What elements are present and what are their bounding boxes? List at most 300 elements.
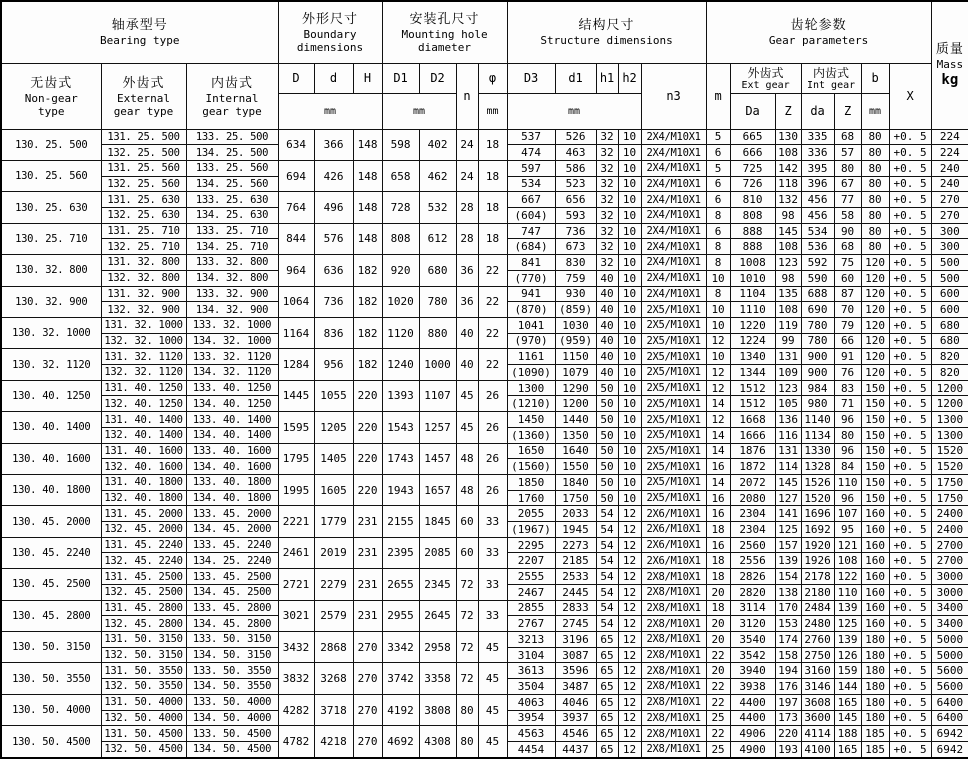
cell-h2: 12 (618, 600, 641, 616)
cell-internal-gear-model: 134. 45. 2800 (186, 616, 278, 632)
cell-external-gear-model: 132. 25. 710 (101, 239, 186, 255)
cell-internal-gear-model: 134. 25. 560 (186, 176, 278, 192)
cell-external-gear-model: 131. 32. 1000 (101, 317, 186, 333)
cell-Da: 2080 (730, 490, 775, 506)
cell-Ze: 157 (775, 537, 801, 553)
cell-D1: 2155 (382, 506, 419, 537)
table-row (1, 129, 968, 145)
header-structure-zh: 结构尺寸 (578, 18, 635, 34)
cell-d1: 2033 (555, 506, 596, 522)
cell-h1: 54 (596, 537, 618, 553)
cell-phi: 18 (478, 223, 507, 254)
cell-d1: 1200 (555, 396, 596, 412)
cell-n3: 2X5/M10X1 (641, 443, 706, 459)
header-bearing-type (1, 1, 278, 63)
cell-Ze: 131 (775, 349, 801, 365)
cell-d1: 2745 (555, 616, 596, 632)
cell-h2: 12 (618, 647, 641, 663)
cell-m: 10 (706, 317, 730, 333)
cell-da: 395 (801, 160, 834, 176)
cell-D1: 1120 (382, 317, 419, 348)
cell-mass: 820 (931, 365, 968, 381)
cell-internal-gear-model: 133. 45. 2000 (186, 506, 278, 522)
cell-Ze: 108 (775, 302, 801, 318)
cell-external-gear-model: 132. 25. 500 (101, 145, 186, 161)
cell-Da: 1340 (730, 349, 775, 365)
cell-mass: 3400 (931, 600, 968, 616)
cell-m: 25 (706, 710, 730, 726)
cell-external-gear-model: 132. 45. 2800 (101, 616, 186, 632)
cell-b: 150 (861, 459, 889, 475)
cell-da: 335 (801, 129, 834, 145)
cell-D2: 2645 (419, 600, 456, 631)
cell-X: +0. 5 (889, 522, 931, 538)
cell-bearing-model: 130. 45. 2500 (1, 569, 101, 600)
cell-external-gear-model: 132. 32. 800 (101, 270, 186, 286)
header-group-row (1, 1, 968, 63)
cell-external-gear-model: 132. 32. 1120 (101, 365, 186, 381)
cell-Da: 3114 (730, 600, 775, 616)
cell-Da: 3540 (730, 632, 775, 648)
cell-b: 160 (861, 569, 889, 585)
header-sub-row-1 (1, 63, 968, 93)
cell-b: 160 (861, 537, 889, 553)
cell-h1: 54 (596, 506, 618, 522)
cell-h1: 40 (596, 270, 618, 286)
cell-external-gear-model: 131. 25. 560 (101, 160, 186, 176)
cell-h1: 54 (596, 569, 618, 585)
cell-external-gear-model: 132. 40. 1600 (101, 459, 186, 475)
cell-h2: 10 (618, 286, 641, 302)
header-structure-en: Structure dimensions (540, 34, 673, 48)
cell-Zi: 57 (834, 145, 861, 161)
cell-internal-gear-model: 133. 25. 500 (186, 129, 278, 145)
cell-internal-gear-model: 133. 40. 1800 (186, 474, 278, 490)
header-ext-gear-sub-en: Ext gear (741, 79, 790, 91)
cell-Da: 1512 (730, 396, 775, 412)
cell-h1: 40 (596, 317, 618, 333)
cell-b: 150 (861, 474, 889, 490)
cell-n: 45 (456, 412, 478, 443)
cell-d1: 4046 (555, 694, 596, 710)
cell-Da: 666 (730, 145, 775, 161)
cell-Ze: 118 (775, 176, 801, 192)
cell-Ze: 158 (775, 647, 801, 663)
cell-Zi: 165 (834, 694, 861, 710)
cell-d1: 2185 (555, 553, 596, 569)
cell-d: 736 (314, 286, 353, 317)
table-row (1, 663, 968, 679)
cell-n: 28 (456, 192, 478, 223)
cell-d1: 1550 (555, 459, 596, 475)
cell-m: 6 (706, 145, 730, 161)
cell-n3: 2X4/M10X1 (641, 160, 706, 176)
cell-m: 14 (706, 396, 730, 412)
cell-n3: 2X8/M10X1 (641, 584, 706, 600)
cell-D3: 841 (507, 255, 555, 271)
cell-d1: 2273 (555, 537, 596, 553)
cell-D3: (1360) (507, 427, 555, 443)
cell-Ze: 114 (775, 459, 801, 475)
cell-h2: 10 (618, 208, 641, 224)
cell-n3: 2X4/M10X1 (641, 176, 706, 192)
cell-external-gear-model: 131. 50. 3550 (101, 663, 186, 679)
cell-Zi: 121 (834, 537, 861, 553)
cell-d1: 2833 (555, 600, 596, 616)
cell-Zi: 76 (834, 365, 861, 381)
table-row (1, 443, 968, 459)
cell-d1: 526 (555, 129, 596, 145)
cell-D: 1995 (278, 474, 314, 505)
cell-da: 4114 (801, 726, 834, 742)
cell-m: 14 (706, 474, 730, 490)
cell-n3: 2X5/M10X1 (641, 333, 706, 349)
cell-H: 148 (353, 129, 382, 160)
cell-external-gear-model: 131. 40. 1400 (101, 412, 186, 428)
cell-D: 964 (278, 255, 314, 286)
cell-internal-gear-model: 133. 50. 4500 (186, 726, 278, 742)
cell-D1: 4692 (382, 726, 419, 758)
cell-external-gear-model: 131. 45. 2800 (101, 600, 186, 616)
cell-m: 8 (706, 208, 730, 224)
cell-mass: 600 (931, 302, 968, 318)
cell-n: 60 (456, 506, 478, 537)
cell-Ze: 197 (775, 694, 801, 710)
cell-h2: 12 (618, 726, 641, 742)
cell-phi: 18 (478, 129, 507, 160)
cell-da: 3146 (801, 679, 834, 695)
cell-D3: (684) (507, 239, 555, 255)
cell-Ze: 98 (775, 208, 801, 224)
cell-d: 2579 (314, 600, 353, 631)
cell-d1: 2445 (555, 584, 596, 600)
header-mounting-hole (382, 1, 507, 63)
cell-mass: 5600 (931, 663, 968, 679)
cell-da: 2750 (801, 647, 834, 663)
cell-X: +0. 5 (889, 569, 931, 585)
cell-d: 3718 (314, 694, 353, 725)
cell-external-gear-model: 132. 32. 1000 (101, 333, 186, 349)
cell-mass: 1520 (931, 443, 968, 459)
header-col-D: D (278, 63, 314, 93)
cell-n3: 2X5/M10X1 (641, 380, 706, 396)
cell-m: 12 (706, 365, 730, 381)
cell-H: 270 (353, 632, 382, 663)
cell-D3: (604) (507, 208, 555, 224)
cell-b: 150 (861, 427, 889, 443)
cell-mass: 224 (931, 145, 968, 161)
table-row (1, 726, 968, 742)
header-col-da: da (801, 93, 834, 129)
cell-D: 1284 (278, 349, 314, 380)
cell-h1: 40 (596, 349, 618, 365)
cell-D3: 2767 (507, 616, 555, 632)
cell-h1: 65 (596, 741, 618, 758)
cell-da: 456 (801, 192, 834, 208)
cell-external-gear-model: 131. 25. 500 (101, 129, 186, 145)
cell-D: 2461 (278, 537, 314, 568)
cell-D3: 941 (507, 286, 555, 302)
cell-h1: 40 (596, 286, 618, 302)
header-gear-en: Gear parameters (768, 34, 869, 48)
cell-n3: 2X5/M10X1 (641, 317, 706, 333)
cell-d1: 4437 (555, 741, 596, 758)
cell-Zi: 68 (834, 129, 861, 145)
header-mass-unit: kg (941, 72, 959, 89)
cell-internal-gear-model: 134. 50. 4500 (186, 741, 278, 758)
cell-bearing-model: 130. 32. 1000 (1, 317, 101, 348)
cell-external-gear-model: 131. 45. 2240 (101, 537, 186, 553)
cell-h2: 10 (618, 239, 641, 255)
cell-h1: 32 (596, 255, 618, 271)
cell-da: 4100 (801, 741, 834, 758)
cell-Ze: 173 (775, 710, 801, 726)
cell-h1: 65 (596, 694, 618, 710)
cell-h1: 32 (596, 223, 618, 239)
cell-H: 220 (353, 474, 382, 505)
cell-n: 45 (456, 380, 478, 411)
cell-Da: 1344 (730, 365, 775, 381)
header-ext-gear-en: External gear type (113, 91, 174, 118)
cell-n3: 2X4/M10X1 (641, 129, 706, 145)
cell-Da: 1876 (730, 443, 775, 459)
header-int-gear-en: Internal gear type (202, 91, 262, 118)
cell-Da: 1104 (730, 286, 775, 302)
cell-b: 180 (861, 679, 889, 695)
cell-Da: 3542 (730, 647, 775, 663)
cell-Ze: 116 (775, 427, 801, 443)
cell-phi: 45 (478, 632, 507, 663)
cell-Da: 1224 (730, 333, 775, 349)
cell-Ze: 108 (775, 145, 801, 161)
cell-D1: 4192 (382, 694, 419, 725)
cell-m: 5 (706, 129, 730, 145)
cell-Ze: 220 (775, 726, 801, 742)
table-row (1, 474, 968, 490)
cell-b: 160 (861, 522, 889, 538)
cell-D3: 2207 (507, 553, 555, 569)
cell-h2: 12 (618, 553, 641, 569)
cell-Da: 808 (730, 208, 775, 224)
cell-Zi: 108 (834, 553, 861, 569)
cell-Zi: 110 (834, 584, 861, 600)
cell-internal-gear-model: 134. 50. 3550 (186, 679, 278, 695)
cell-n3: 2X8/M10X1 (641, 632, 706, 648)
cell-D: 1795 (278, 443, 314, 474)
cell-H: 182 (353, 349, 382, 380)
header-int-gear-sub (801, 63, 861, 93)
header-col-m: m (706, 63, 730, 129)
cell-Da: 3120 (730, 616, 775, 632)
cell-D2: 1457 (419, 443, 456, 474)
cell-D3: 3954 (507, 710, 555, 726)
cell-b: 120 (861, 317, 889, 333)
cell-m: 5 (706, 160, 730, 176)
cell-da: 1926 (801, 553, 834, 569)
cell-Zi: 80 (834, 427, 861, 443)
cell-d: 4218 (314, 726, 353, 758)
cell-Zi: 68 (834, 239, 861, 255)
cell-D3: (770) (507, 270, 555, 286)
cell-n: 72 (456, 663, 478, 694)
cell-h2: 12 (618, 506, 641, 522)
header-col-X: X (889, 63, 931, 129)
cell-external-gear-model: 132. 40. 1800 (101, 490, 186, 506)
cell-X: +0. 5 (889, 443, 931, 459)
header-mass-zh: 质量 (935, 42, 964, 58)
cell-h2: 10 (618, 333, 641, 349)
cell-X: +0. 5 (889, 726, 931, 742)
table-row (1, 569, 968, 585)
cell-b: 150 (861, 396, 889, 412)
cell-m: 14 (706, 443, 730, 459)
cell-mass: 300 (931, 223, 968, 239)
cell-Zi: 139 (834, 600, 861, 616)
cell-da: 534 (801, 223, 834, 239)
header-boundary-zh: 外形尺寸 (302, 11, 359, 27)
cell-D2: 1657 (419, 474, 456, 505)
cell-m: 12 (706, 412, 730, 428)
header-mounting-en: Mounting hole diameter (401, 27, 488, 54)
cell-b: 180 (861, 632, 889, 648)
table-row (1, 160, 968, 176)
cell-mass: 3400 (931, 616, 968, 632)
cell-H: 231 (353, 506, 382, 537)
cell-n: 80 (456, 694, 478, 725)
cell-d1: 1290 (555, 380, 596, 396)
cell-H: 148 (353, 223, 382, 254)
cell-n: 48 (456, 474, 478, 505)
cell-h2: 12 (618, 663, 641, 679)
cell-da: 2760 (801, 632, 834, 648)
cell-Da: 888 (730, 223, 775, 239)
cell-n: 72 (456, 632, 478, 663)
cell-external-gear-model: 132. 40. 1400 (101, 427, 186, 443)
cell-internal-gear-model: 133. 25. 560 (186, 160, 278, 176)
table-row (1, 694, 968, 710)
cell-Ze: 119 (775, 317, 801, 333)
cell-external-gear-model: 132. 50. 4500 (101, 741, 186, 758)
cell-d1: 586 (555, 160, 596, 176)
cell-h1: 32 (596, 145, 618, 161)
cell-h1: 54 (596, 616, 618, 632)
cell-X: +0. 5 (889, 270, 931, 286)
cell-d: 366 (314, 129, 353, 160)
cell-Ze: 108 (775, 239, 801, 255)
cell-n3: 2X5/M10X1 (641, 349, 706, 365)
cell-D2: 780 (419, 286, 456, 317)
cell-internal-gear-model: 134. 40. 1250 (186, 396, 278, 412)
cell-phi: 18 (478, 160, 507, 191)
cell-n3: 2X5/M10X1 (641, 490, 706, 506)
cell-X: +0. 5 (889, 600, 931, 616)
cell-h2: 10 (618, 255, 641, 271)
cell-m: 12 (706, 380, 730, 396)
cell-mass: 1520 (931, 459, 968, 475)
cell-n: 72 (456, 600, 478, 631)
cell-H: 182 (353, 286, 382, 317)
cell-Zi: 77 (834, 192, 861, 208)
cell-D2: 2958 (419, 632, 456, 663)
cell-internal-gear-model: 133. 45. 2800 (186, 600, 278, 616)
cell-D3: 3104 (507, 647, 555, 663)
cell-h2: 10 (618, 129, 641, 145)
cell-h1: 54 (596, 553, 618, 569)
cell-X: +0. 5 (889, 616, 931, 632)
table-row (1, 412, 968, 428)
cell-b: 180 (861, 647, 889, 663)
cell-m: 8 (706, 239, 730, 255)
cell-bearing-model: 130. 25. 560 (1, 160, 101, 191)
cell-D: 844 (278, 223, 314, 254)
cell-Ze: 99 (775, 333, 801, 349)
cell-da: 1328 (801, 459, 834, 475)
cell-internal-gear-model: 133. 40. 1400 (186, 412, 278, 428)
header-col-n3: n3 (641, 63, 706, 129)
cell-h2: 12 (618, 569, 641, 585)
cell-n3: 2X4/M10X1 (641, 192, 706, 208)
cell-b: 180 (861, 694, 889, 710)
cell-X: +0. 5 (889, 459, 931, 475)
cell-Zi: 60 (834, 270, 861, 286)
cell-Ze: 145 (775, 474, 801, 490)
header-internal-gear-type (186, 63, 278, 129)
cell-da: 1134 (801, 427, 834, 443)
cell-da: 592 (801, 255, 834, 271)
cell-mass: 2400 (931, 522, 968, 538)
table-row (1, 349, 968, 365)
cell-D3: (970) (507, 333, 555, 349)
cell-mass: 6942 (931, 726, 968, 742)
cell-d: 1605 (314, 474, 353, 505)
cell-D: 634 (278, 129, 314, 160)
cell-m: 22 (706, 726, 730, 742)
cell-d: 576 (314, 223, 353, 254)
cell-d1: 1750 (555, 490, 596, 506)
cell-n: 40 (456, 317, 478, 348)
table-body (1, 129, 968, 758)
cell-mass: 680 (931, 333, 968, 349)
table-header (1, 1, 968, 129)
cell-b: 80 (861, 208, 889, 224)
cell-Zi: 96 (834, 443, 861, 459)
cell-d: 2019 (314, 537, 353, 568)
cell-b: 160 (861, 584, 889, 600)
cell-mass: 6400 (931, 694, 968, 710)
cell-D1: 2955 (382, 600, 419, 631)
cell-m: 18 (706, 522, 730, 538)
cell-phi: 22 (478, 255, 507, 286)
cell-phi: 45 (478, 726, 507, 758)
cell-Da: 2820 (730, 584, 775, 600)
cell-mass: 5000 (931, 647, 968, 663)
cell-D1: 2655 (382, 569, 419, 600)
cell-internal-gear-model: 134. 45. 2000 (186, 522, 278, 538)
cell-h1: 65 (596, 679, 618, 695)
cell-H: 270 (353, 726, 382, 758)
cell-b: 150 (861, 380, 889, 396)
cell-bearing-model: 130. 45. 2000 (1, 506, 101, 537)
cell-h2: 12 (618, 522, 641, 538)
cell-b: 120 (861, 270, 889, 286)
cell-d1: 593 (555, 208, 596, 224)
cell-b: 120 (861, 365, 889, 381)
cell-n3: 2X6/M10X1 (641, 553, 706, 569)
cell-da: 456 (801, 208, 834, 224)
cell-m: 22 (706, 647, 730, 663)
cell-d: 496 (314, 192, 353, 223)
cell-h2: 10 (618, 490, 641, 506)
